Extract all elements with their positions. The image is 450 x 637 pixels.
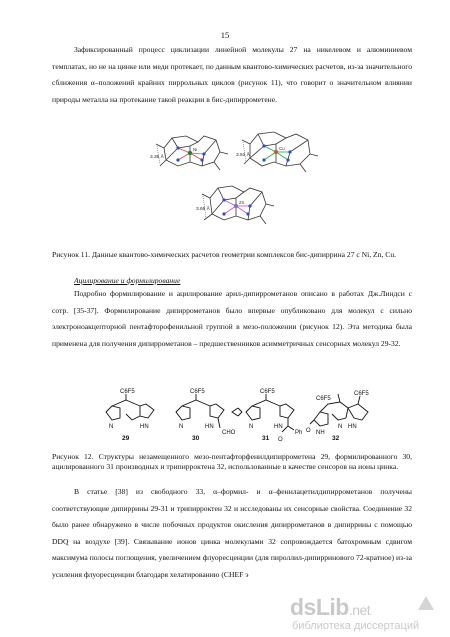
compound-label-29: 29 (122, 435, 130, 442)
c6f5-32b: C6F5 (354, 391, 369, 397)
cu-label: Cu (279, 146, 285, 151)
c6f5-31: C6F5 (260, 389, 275, 395)
c6f5-29: C6F5 (120, 389, 135, 395)
compound-label-31: 31 (262, 435, 270, 442)
paragraph-1: Зафиксированный процесс циклизации линейной молекулы 27 на никелевом и алюминиевом темплатах, но не на цинке или меди протекает, по данным квантово-химических расчетов, из-за значительного сближения α–положений крайних пиррольных циклов (рисунок 11), что говорит о значительном влиянии природы металла на протекание такой реакции в бис-дипиррометене. (52, 45, 412, 104)
zn-complex-structure (202, 186, 274, 224)
atom-hn-30: HN (205, 424, 214, 430)
zn-label: Zn (239, 200, 245, 205)
atom-hn-32: HN (348, 424, 357, 430)
paragraph-2: Подробно формилирование и ацилирование арил-дипиррометанов описано в работах Дж.Линдси с сотр. [35-37]. Формилирование дипиррометанов было впервые опубликовано для молекул с сильно электроноакцепторной пентафторофенильной группой в мезо-положении (рисунок 12). Эта методика была применена для получения дипиррометанов – предшественников асимметричных сенсорных молекул 29-32. (52, 289, 412, 348)
compound-label-32: 32 (332, 435, 340, 442)
zn-atom (234, 204, 238, 208)
c6f5-30: C6F5 (190, 389, 205, 395)
atom-n-29: N (109, 424, 114, 430)
atom-nh-32: NH (316, 430, 325, 436)
figure-11-caption: Рисунок 11. Данные квантово-химических расчетов геометрии комплексов бис-дипиррина 27 с Ni, Zn, Cu. (52, 250, 397, 259)
page-number: 15 (220, 30, 230, 40)
ni-label: Ni (193, 147, 198, 152)
ni-distance: 3.35 Å (150, 155, 164, 160)
watermark-subtitle: библиотека диссертаций (292, 620, 420, 632)
compound-label-30: 30 (192, 435, 200, 442)
atom-n-31: N (249, 424, 254, 430)
zn-distance: 3.65 Å (196, 207, 210, 212)
watermark-triangle-icon (418, 596, 434, 610)
atom-hn-29: HN (140, 424, 149, 430)
paragraph-3: В статье [38] из свободного 33, α–формил- и α–фенилацетилдипиррометанов получены соответствующие дипиррины 29-31 и трипирроктен 32 и исследованы их сенсорные свойства. Соединение 32 было ранее обнаружено в числе побочных продуктов окисления дипиррометанов в дипиррины с помощью DDQ на воздухе [39]. Связывание ионов цинка молекулами 32 сопровождается батохромным сдвигом максимума полосы поглощения, увеличением флуоресценции (для пироллил-дипирринового 72-кратное) из-за усиления флуоресценции благодаря хелатированию (CHEF э (52, 487, 412, 579)
cu-distance: 3.51 Å (236, 153, 250, 158)
atom-n-30: N (179, 424, 184, 430)
group-cho: CHO (222, 430, 236, 436)
c6f5-32a: C6F5 (316, 396, 331, 402)
cu-complex-structure (242, 132, 318, 172)
figure-12-caption: Рисунок 12. Структуры незамещенного мезо-пентафторфенилдипиррометена 29, формилированного 30, ацилированного 31 производных и трипирроктена 32, использованные в качестве сенсоров на ионы цинка. (52, 452, 412, 471)
group-ph: Ph (295, 430, 303, 436)
group-o: O (306, 428, 311, 434)
watermark (290, 594, 440, 634)
cu-atom (274, 150, 278, 154)
atom-n-32: N (338, 424, 343, 430)
atom-hn-31: HN (274, 424, 283, 430)
ni-atom (188, 151, 192, 155)
section-title: Ацилирование и формилирование (74, 276, 181, 285)
watermark-logo: dsLib.net (290, 594, 371, 620)
group-o-31: O (278, 437, 283, 443)
figure-12 (92, 388, 382, 448)
figure-11 (150, 126, 320, 236)
